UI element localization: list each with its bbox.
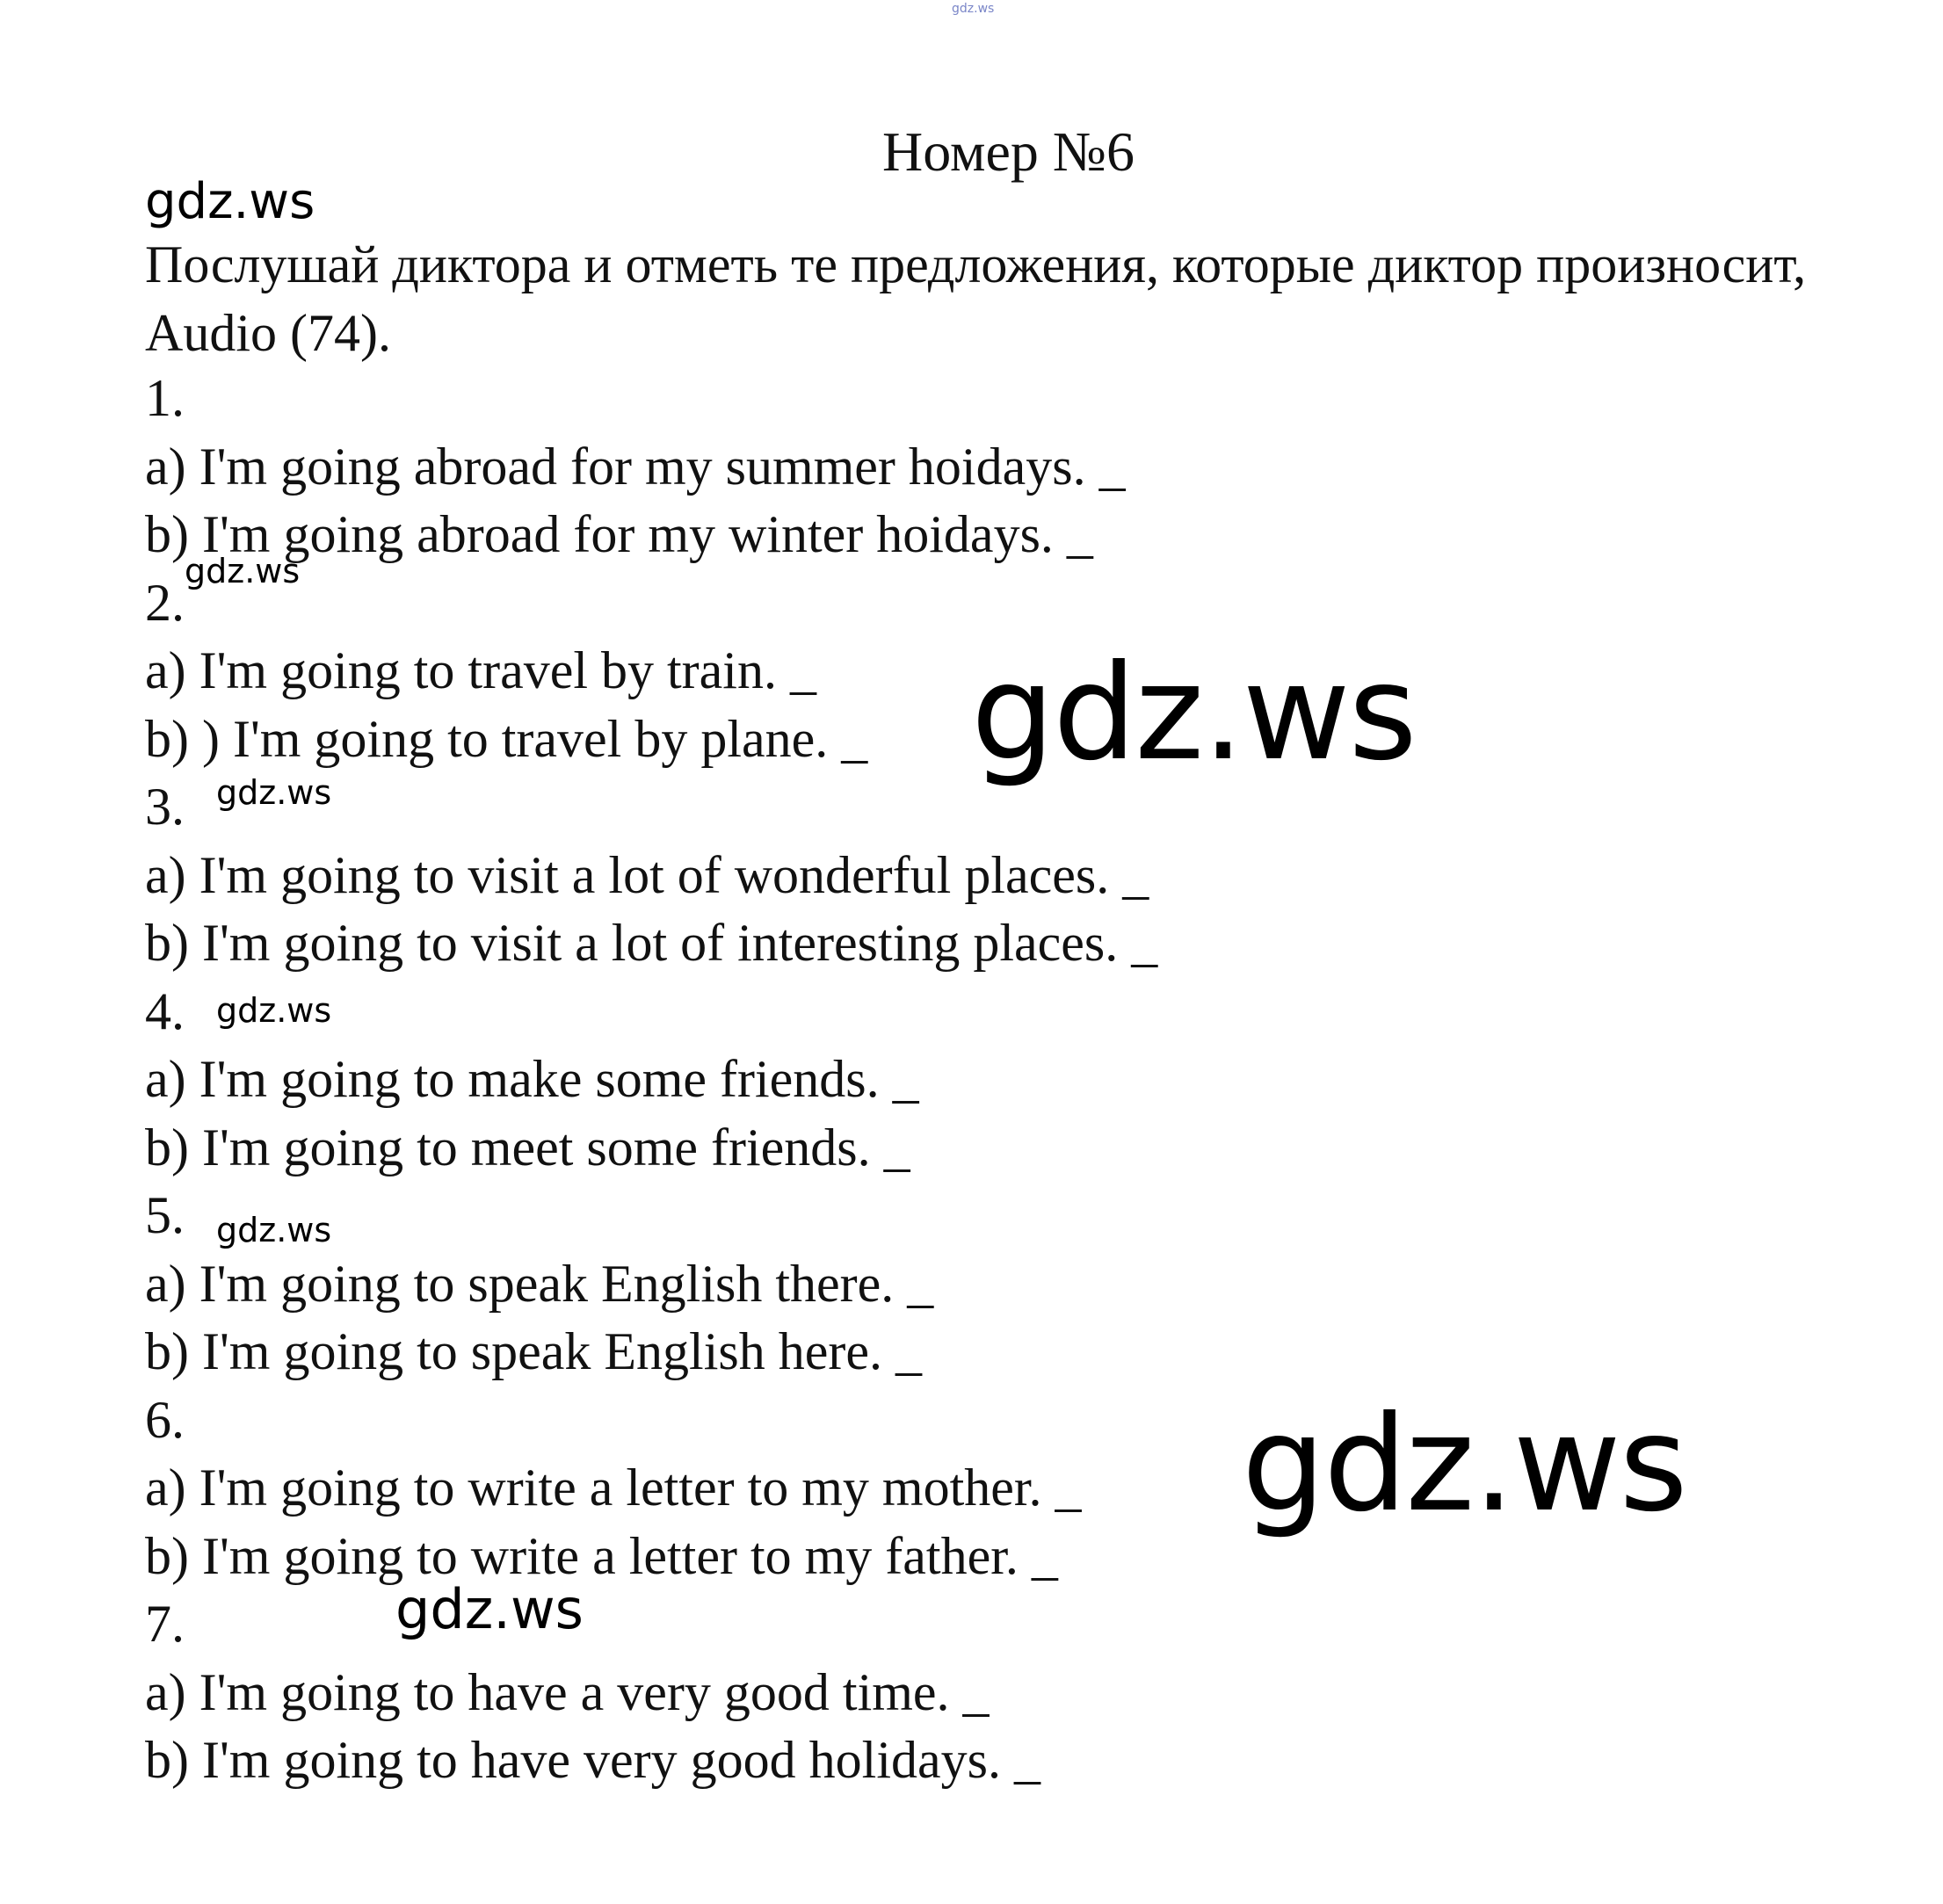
option-b: b) I'm going to visit a lot of interesting places. _: [145, 914, 1158, 972]
header-watermark: gdz.ws: [145, 173, 315, 230]
watermark: gdz.ws: [216, 1211, 332, 1249]
option-a: a) I'm going abroad for my summer hoidays. _: [145, 437, 1126, 496]
option-b: b) I'm going to write a letter to my father. _: [145, 1526, 1058, 1585]
watermark: gdz.ws: [185, 552, 301, 590]
option-a: a) I'm going to have a very good time. _: [145, 1662, 990, 1721]
exercise-group-7: [145, 1590, 1157, 1795]
instructions-text: Послушай диктора и отметь те предложения, которые диктор произносит, Audio (74).: [145, 235, 1807, 362]
exercise-number: 7.: [145, 1595, 185, 1653]
watermark: gdz.ws: [216, 773, 332, 812]
option-a: a) I'm going to speak English there. _: [145, 1254, 934, 1313]
watermark-large: gdz.ws: [971, 637, 1416, 790]
watermark: gdz.ws: [395, 1577, 584, 1641]
exercise-number: 4.: [145, 981, 185, 1040]
top-watermark: gdz.ws: [952, 2, 995, 16]
exercise-number: 1.: [145, 369, 185, 427]
watermark-large: gdz.ws: [1242, 1388, 1686, 1541]
option-b: b) I'm going to have very good holidays. _: [145, 1731, 1040, 1789]
exercise-group-6: [145, 1386, 1157, 1591]
option-b: b) ) I'm going to travel by plane. _: [145, 709, 868, 768]
page-title: Номер №6: [882, 120, 1135, 183]
option-a: a) I'm going to travel by train. _: [145, 641, 816, 699]
exercise-number: 6.: [145, 1390, 185, 1449]
watermark: gdz.ws: [216, 991, 332, 1030]
option-b: b) I'm going abroad for my winter hoidays. _: [145, 505, 1093, 563]
exercise-group-1: [145, 365, 1157, 569]
option-b: b) I'm going to speak English here. _: [145, 1322, 922, 1380]
option-b: b) I'm going to meet some friends. _: [145, 1118, 910, 1176]
option-a: a) I'm going to make some friends. _: [145, 1050, 919, 1108]
exercise-number: 3.: [145, 778, 185, 836]
option-a: a) I'm going to visit a lot of wonderful places. _: [145, 845, 1149, 904]
exercise-number: 5.: [145, 1186, 185, 1244]
option-a: a) I'm going to write a letter to my mother. _: [145, 1459, 1082, 1517]
exercise-number: 2.: [145, 573, 185, 632]
